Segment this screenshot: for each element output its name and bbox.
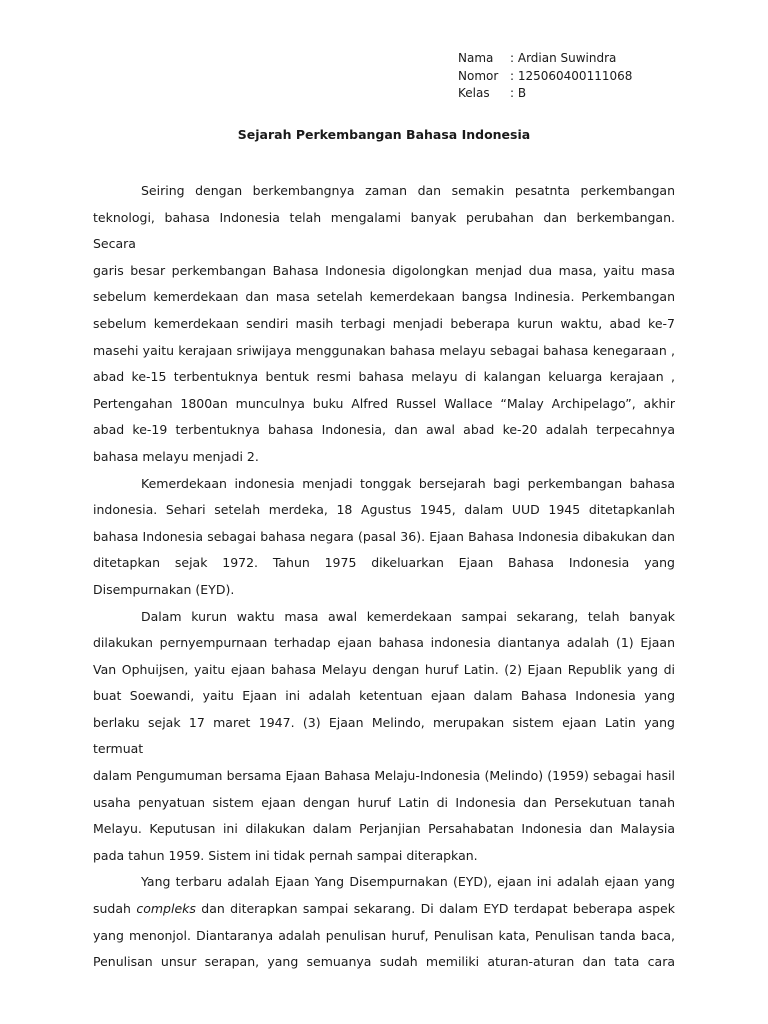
nomor-value: : 125060400111068	[510, 68, 633, 83]
text-line: ditetapkan sejak 1972. Tahun 1975 dikeluarkan Ejaan Bahasa Indonesia yang	[93, 555, 675, 571]
text-line: Kemerdekaan indonesia menjadi tonggak bersejarah bagi perkembangan bahasa	[141, 475, 675, 491]
text-line: indonesia. Sehari setelah merdeka, 18 Agustus 1945, dalam UUD 1945 ditetapkanlah	[93, 502, 675, 518]
text-line: pada tahun 1959. Sistem ini tidak pernah sampai diterapkan.	[93, 847, 478, 863]
text-line: Van Ophuijsen, yaitu ejaan bahasa Melayu dengan huruf Latin. (2) Ejaan Republik yang di	[93, 661, 675, 677]
paragraph-4	[93, 869, 675, 975]
text-line: Pertengahan 1800an munculnya buku Alfred Russel Wallace “Malay Archipelago”, akhir	[93, 395, 675, 411]
text-line: Seiring dengan berkembangnya zaman dan semakin pesatnta perkembangan	[141, 183, 675, 198]
text-line: dilakukan pernyempurnaan terhadap ejaan bahasa indonesia diantanya adalah (1) Ejaan	[93, 635, 675, 651]
text-line: buat Soewandi, yaitu Ejaan ini adalah ketentuan ejaan dalam Bahasa Indonesia yang	[93, 688, 675, 704]
text-line: abad ke-19 terbentuknya bahasa Indonesia, dan awal abad ke-20 adalah terpecahnya	[93, 422, 675, 438]
text-line	[93, 896, 675, 923]
text-line: sebelum kemerdekaan dan masa setelah kemerdekaan bangsa Indinesia. Perkembangan	[93, 289, 675, 305]
text-line: yang menonjol. Diantaranya adalah penulisan huruf, Penulisan kata, Penulisan tanda baca,	[93, 927, 675, 943]
nomor-label: Nomor	[458, 68, 499, 83]
text-line: bahasa Indonesia sebagai bahasa negara (pasal 36). Ejaan Bahasa Indonesia dibakukan dan	[93, 528, 675, 544]
text-line: usaha penyatuan sistem ejaan dengan huruf Latin di Indonesia dan Persekutuan tanah	[93, 794, 675, 810]
text-line: berlaku sejak 17 maret 1947. (3) Ejaan Melindo, merupakan sistem ejaan Latin yang termuat	[93, 714, 675, 757]
italic-term: compleks	[136, 901, 196, 917]
text-line: masehi yaitu kerajaan sriwijaya menggunakan bahasa melayu sebagai bahasa kenegaraan ,	[93, 342, 675, 358]
name-value: : Ardian Suwindra	[510, 51, 617, 65]
student-identity-block	[458, 50, 632, 103]
text-fragment: dan diterapkan sampai sekarang. Di dalam EYD terdapat beberapa aspek	[195, 901, 675, 917]
paragraph-3	[93, 604, 675, 870]
text-line: sebelum kemerdekaan sendiri masih terbagi menjadi beberapa kurun waktu, abad ke-7	[93, 315, 675, 331]
identity-row-name	[458, 50, 632, 68]
identity-row-nomor	[458, 68, 632, 86]
name-label: Nama	[458, 51, 494, 65]
text-line: Dalam kurun waktu masa awal kemerdekaan sampai sekarang, telah banyak	[141, 608, 675, 624]
text-line: Disempurnakan (EYD).	[93, 581, 235, 597]
text-fragment: sudah	[93, 901, 137, 917]
paragraph-1	[93, 178, 675, 471]
identity-row-kelas	[458, 85, 632, 103]
kelas-value: : B	[510, 86, 527, 100]
document-body	[93, 178, 675, 976]
document-title: Sejarah Perkembangan Bahasa Indonesia	[237, 127, 531, 142]
text-line: abad ke-15 terbentuknya bentuk resmi bahasa melayu di kalangan keluarga kerajaan ,	[93, 369, 675, 385]
text-line: Penulisan unsur serapan, yang semuanya sudah memiliki aturan-aturan dan tata cara	[93, 954, 675, 970]
text-line: dalam Pengumuman bersama Ejaan Bahasa Melaju-Indonesia (Melindo) (1959) sebagai hasil	[93, 768, 675, 784]
kelas-label: Kelas	[458, 86, 490, 100]
paragraph-2	[93, 471, 675, 604]
text-line: Yang terbaru adalah Ejaan Yang Disempurnakan (EYD), ejaan ini adalah ejaan yang	[141, 874, 675, 890]
text-line: Melayu. Keputusan ini dilakukan dalam Perjanjian Persahabatan Indonesia dan Malaysia	[93, 821, 675, 837]
text-line: garis besar perkembangan Bahasa Indonesia digolongkan menjad dua masa, yaitu masa	[93, 262, 675, 278]
text-line: bahasa melayu menjadi 2.	[93, 448, 259, 464]
text-line: teknologi, bahasa Indonesia telah mengalami banyak perubahan dan berkembangan. Secara	[93, 209, 675, 252]
